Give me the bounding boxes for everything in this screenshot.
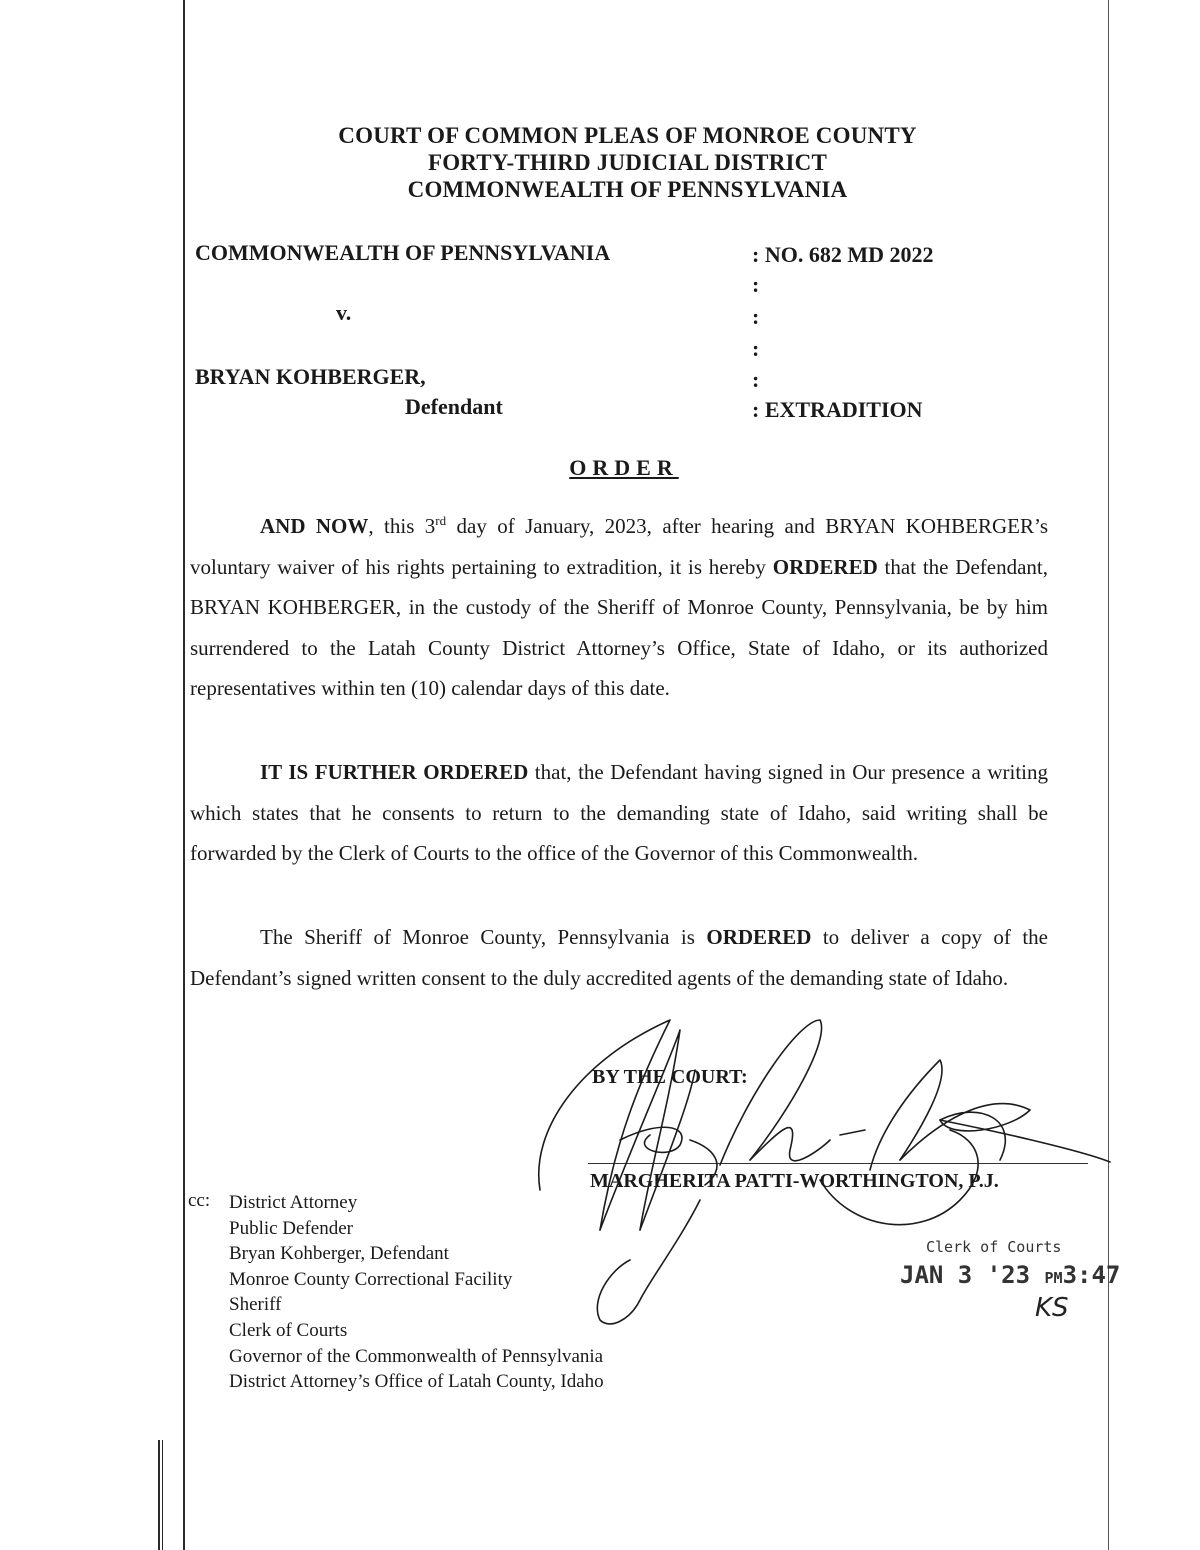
margin-rule-left — [183, 0, 185, 1550]
court-header-line2: FORTY-THIRD JUDICIAL DISTRICT — [427, 150, 828, 175]
cc-label: cc: — [188, 1190, 211, 1211]
cc-recipient: District Attorney — [229, 1192, 358, 1213]
signature-line — [588, 1163, 1088, 1164]
by-the-court: BY THE COURT: — [592, 1066, 748, 1088]
p3-ordered: ORDERED — [706, 925, 812, 949]
cc-recipient: Clerk of Courts — [229, 1319, 348, 1341]
clerk-stamp-label: Clerk of Courts — [926, 1238, 1062, 1256]
caption-versus: v. — [336, 300, 352, 325]
cc-recipient: Public Defender — [229, 1217, 353, 1239]
cc-recipient: Sheriff — [229, 1294, 282, 1316]
further-ordered-lead: IT IS FURTHER ORDERED — [260, 760, 529, 784]
caption-defendant-role: Defendant — [405, 394, 503, 419]
clerk-initials: KS — [1035, 1293, 1069, 1323]
caption-defendant-name: BRYAN KOHBERGER, — [195, 364, 426, 389]
caption-plaintiff: COMMONWEALTH OF PENNSYLVANIA — [195, 240, 611, 265]
judge-name: MARGHERITA PATTI-WORTHINGTON, P.J. — [590, 1170, 999, 1192]
cc-recipient: Monroe County Correctional Facility — [229, 1268, 513, 1290]
and-now-lead: AND NOW — [260, 514, 369, 538]
p3-text-b: to deliver a copy of the Defendant’s signed written consent to the duly accredited agents of the demanding state of Idaho. — [190, 925, 1048, 990]
stamp-date-text: JAN 3 '23 — [900, 1261, 1031, 1289]
p1-text-b: day of January, 2023, after hearing and BRYAN KOHBERGER’s voluntary waiver of his rights pertaining to extradition, it is hereby — [190, 514, 1048, 579]
p2-text: that, the Defendant having signed in Our presence a writing which states that he consents to return to the demanding state of Idaho, said writing shall be forwarded by the Clerk of Courts to the office of the Governor of this Commonwealth. — [190, 760, 1048, 865]
court-header-line3: COMMONWEALTH OF PENNSYLVANIA — [407, 177, 848, 202]
margin-rule-left-lower — [158, 1440, 160, 1550]
cc-list — [229, 1190, 604, 1395]
caption-colon: : — [752, 336, 760, 361]
order-paragraph-3 — [190, 917, 1048, 998]
stamp-pm: PM — [1044, 1269, 1063, 1287]
margin-rule-left-lower-2 — [162, 1440, 163, 1550]
court-header — [0, 122, 1200, 203]
p3-text-a: The Sheriff of Monroe County, Pennsylvania is — [260, 925, 707, 949]
p1-ordinal: rd — [435, 513, 447, 528]
p1-text-c: that the Defendant, BRYAN KOHBERGER, in the custody of the Sheriff of Monroe County, Pennsylvania, be by him surrendered to the Latah County District Attorney’s Office, State of Idaho, or its authorized representatives within ten (10) calendar days of this date. — [190, 554, 1048, 700]
caption-colon: : — [752, 367, 760, 392]
order-paragraph-1 — [190, 506, 1048, 709]
caption-colon: : — [752, 304, 760, 329]
margin-rule-right — [1108, 0, 1109, 1550]
p1-ordered: ORDERED — [772, 554, 878, 579]
cc-recipient: Governor of the Commonwealth of Pennsylvania — [229, 1345, 604, 1367]
court-header-line1: COURT OF COMMON PLEAS OF MONROE COUNTY — [338, 123, 917, 148]
p1-text-a: , this 3 — [368, 514, 436, 538]
clerk-stamp-date — [900, 1261, 1120, 1289]
caption-colon: : — [752, 272, 760, 297]
order-title: ORDER — [569, 455, 679, 480]
order-paragraph-2 — [190, 752, 1048, 874]
stamp-time: 3:47 — [1062, 1261, 1121, 1289]
case-type: : EXTRADITION — [752, 397, 923, 422]
case-number: : NO. 682 MD 2022 — [752, 242, 934, 267]
cc-recipient: Bryan Kohberger, Defendant — [229, 1243, 449, 1265]
cc-recipient: District Attorney’s Office of Latah County, Idaho — [229, 1371, 604, 1393]
